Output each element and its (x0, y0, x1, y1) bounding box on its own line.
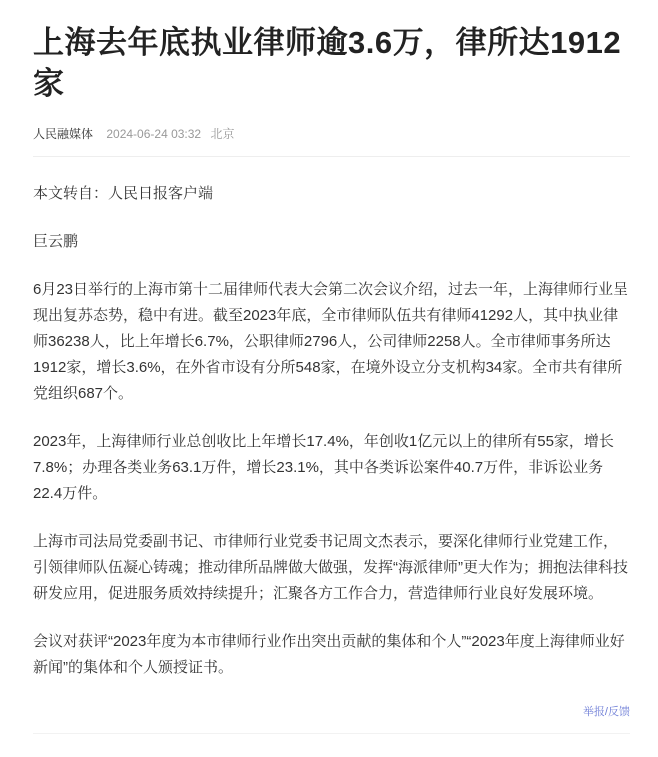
paragraph: 2023年，上海律师行业总创收比上年增长17.4%，年创收1亿元以上的律所有55家，增长7.8%；办理各类业务63.1万件，增长23.1%，其中各类诉讼案件40.7万件，非诉讼业务22.4万件。 (33, 433, 614, 502)
divider (33, 733, 630, 734)
article-location: 北京 (210, 127, 235, 141)
paragraph: 6月23日举行的上海市第十二届律师代表大会第二次会议介绍，过去一年，上海律师行业呈现出复苏态势，稳中有进。截至2023年底，全市律师队伍共有律师41292人，其中执业律师36238人，比上年增长6.7%，公职律师2796人，公司律师2258人。全市律师事务所达1912家，增长3.6%，在外省市设有分所548家，在境外设立分支机构34家。全市共有律所党组织687个。 (33, 281, 629, 402)
paragraph: 会议对获评“2023年度为本市律师行业作出突出贡献的集体和个人”“2023年度上海律师业好新闻”的集体和个人颁授证书。 (33, 633, 625, 676)
divider (33, 156, 630, 157)
article-datetime: 2024-06-24 03:32 (106, 127, 202, 141)
article-title: 上海去年底执业律师逾3.6万，律所达1912家 (33, 25, 622, 101)
article-source[interactable]: 人民融媒体 (33, 127, 94, 141)
paragraph: 上海市司法局党委副书记、市律师行业党委书记周文杰表示，要深化律师行业党建工作，引领律师队伍凝心铸魂；推动律所品牌做大做强，发挥“海派律师”更大作为；拥抱法律科技研发应用，促进服务质效持续提升；汇聚各方工作合力，营造律师行业良好发展环境。 (33, 533, 628, 602)
article-meta (33, 125, 630, 143)
report-feedback-link[interactable]: 举报/反馈 (582, 706, 630, 718)
paragraph-source-note: 本文转自：人民日报客户端 (33, 185, 214, 202)
paragraph-author: 巨云鹏 (33, 233, 79, 250)
article-body (33, 181, 630, 681)
